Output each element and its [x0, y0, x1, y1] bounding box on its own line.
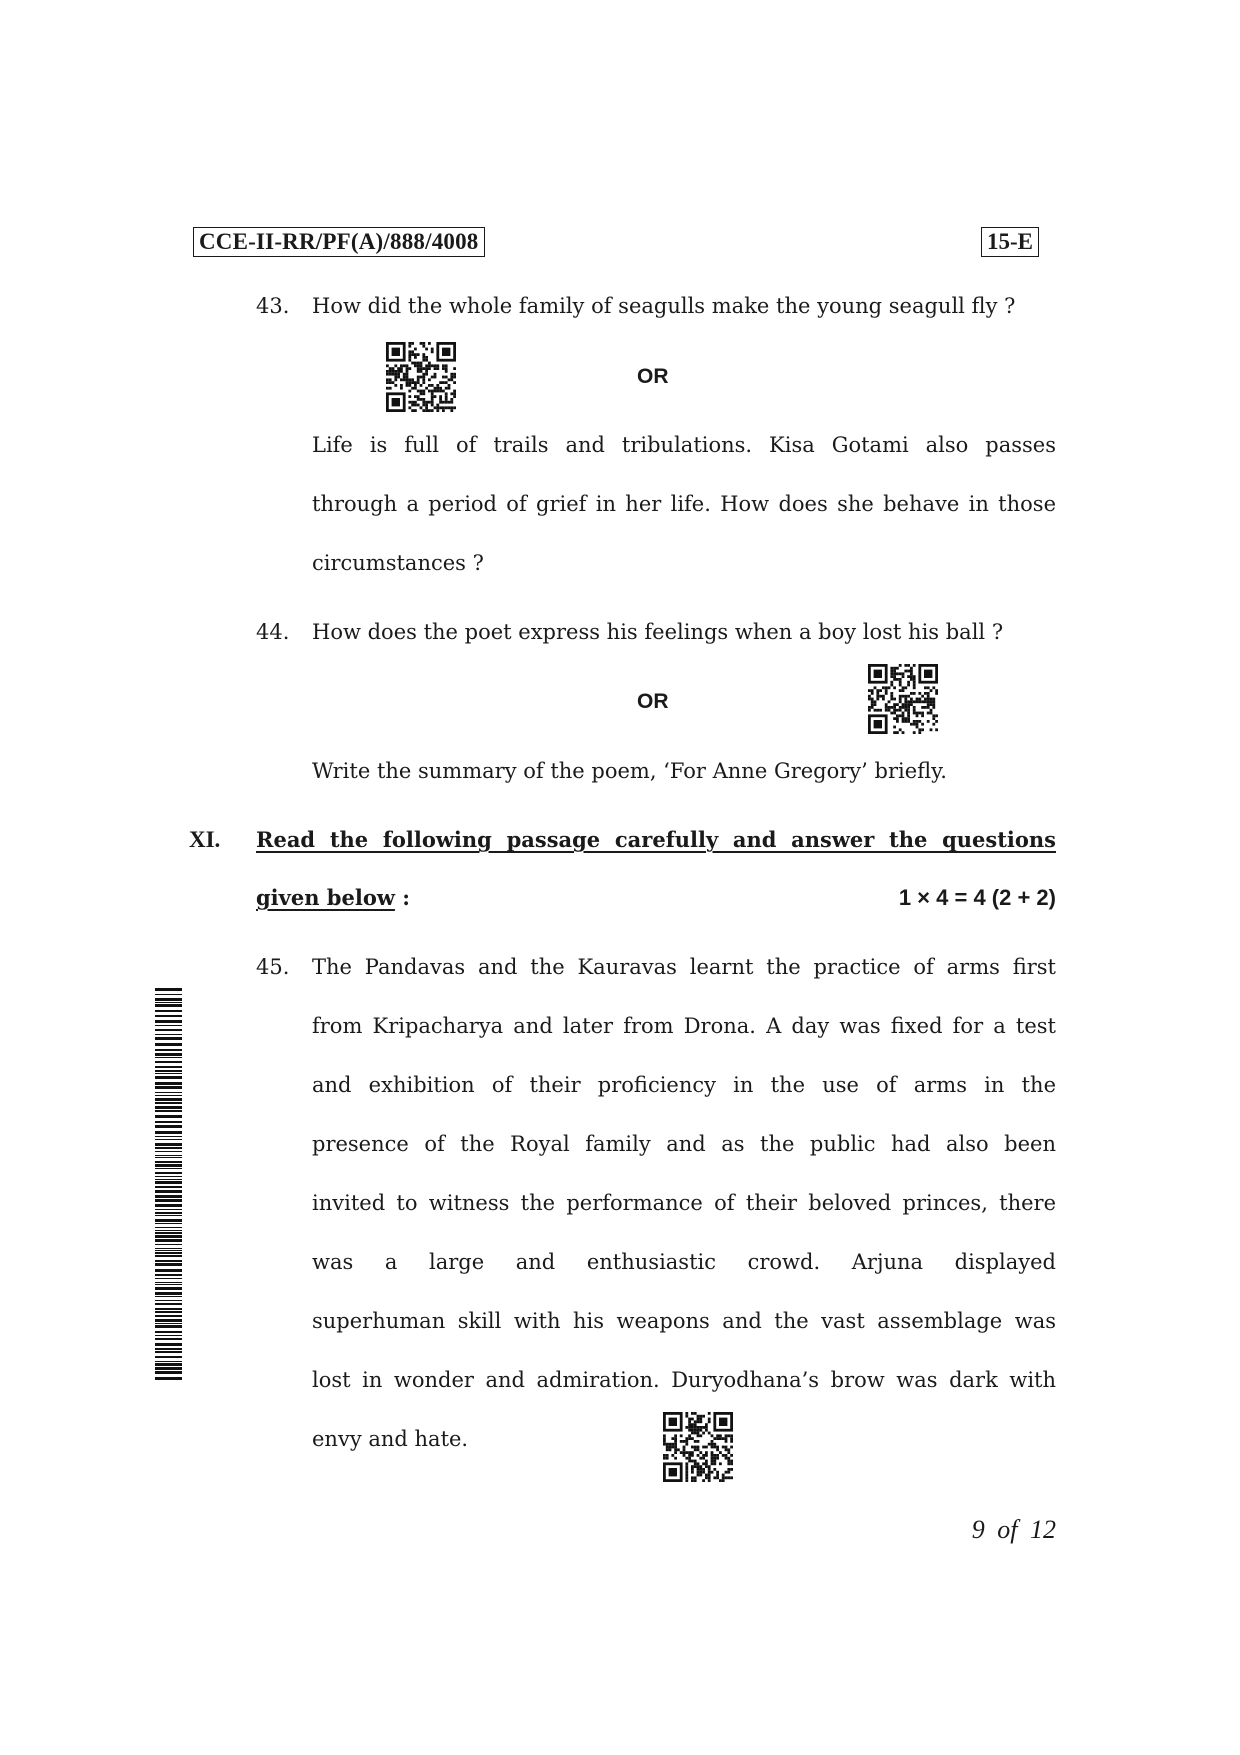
question-number-45: 45.: [256, 955, 290, 979]
question-44-text: How does the poet express his feelings when a boy lost his ball ?: [312, 620, 1004, 644]
passage-line: invited to witness the performance of their beloved princes, there: [312, 1191, 1056, 1215]
question-number-43: 43.: [256, 294, 290, 318]
passage-line: was a large and enthusiastic crowd. Arjuna displayed: [312, 1250, 1056, 1274]
qr-code-icon: [386, 342, 456, 412]
passage-line: The Pandavas and the Kauravas learnt the practice of arms first: [312, 955, 1056, 979]
passage-line: superhuman skill with his weapons and the vast assemblage was: [312, 1309, 1056, 1333]
passage-line: from Kripacharya and later from Drona. A day was fixed for a test: [312, 1014, 1056, 1038]
question-43-alt-line: Life is full of trails and tribulations. Kisa Gotami also passes: [312, 433, 1056, 457]
question-number-44: 44.: [256, 620, 290, 644]
section-instruction: Read the following passage carefully and answer the questions: [256, 827, 1056, 852]
section-marks: 1 × 4 = 4 (2 + 2): [898, 885, 1056, 910]
passage-line: and exhibition of their proficiency in the use of arms in the: [312, 1073, 1056, 1097]
passage-line: envy and hate.: [312, 1427, 469, 1451]
question-44-alt-text: Write the summary of the poem, ‘For Anne Gregory’ briefly.: [312, 759, 947, 783]
paper-version: 15-E: [981, 227, 1039, 257]
question-43-alt-line: through a period of grief in her life. How does she behave in those: [312, 492, 1056, 516]
barcode-icon: [155, 988, 182, 1380]
page-number: 9 of 12: [971, 1515, 1056, 1544]
passage-line: lost in wonder and admiration. Duryodhana’s brow was dark with: [312, 1368, 1056, 1392]
paper-code: CCE-II-RR/PF(A)/888/4008: [193, 227, 485, 257]
qr-code-icon: [868, 664, 938, 734]
question-43-alt-line: circumstances ?: [312, 551, 484, 575]
question-43-text: How did the whole family of seagulls make the young seagull fly ?: [312, 294, 1016, 318]
section-number: XI.: [189, 827, 221, 852]
section-instruction-end: given below :: [256, 885, 410, 910]
passage-line: presence of the Royal family and as the public had also been: [312, 1132, 1056, 1156]
or-label: OR: [637, 365, 669, 388]
qr-code-icon: [663, 1412, 733, 1482]
or-label: OR: [637, 690, 669, 713]
